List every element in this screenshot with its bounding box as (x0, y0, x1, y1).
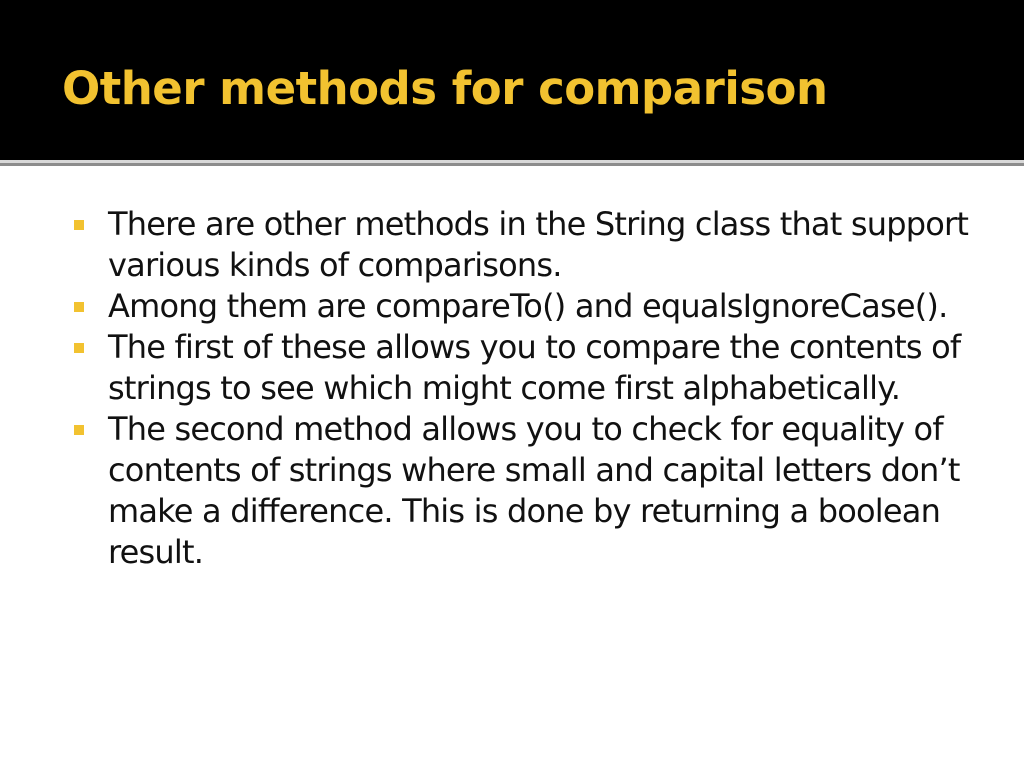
bullet-item (70, 409, 990, 573)
square-bullet-icon (74, 425, 84, 435)
square-bullet-icon (74, 302, 84, 312)
bullet-text: The first of these allows you to compare the contents of strings to see which might come first alphabetically. (108, 328, 961, 407)
slide-title: Other methods for comparison (62, 62, 828, 115)
square-bullet-icon (74, 343, 84, 353)
bullet-item (70, 286, 990, 327)
divider-line-dark (0, 163, 1024, 166)
title-bar (0, 0, 1024, 160)
bullet-text: Among them are compareTo() and equalsIgnoreCase(). (108, 287, 948, 325)
bullet-item (70, 204, 990, 286)
bullet-item (70, 327, 990, 409)
bullet-text: The second method allows you to check for equality of contents of strings where small and capital letters don’t make a difference. This is done by returning a boolean result. (108, 410, 960, 571)
square-bullet-icon (74, 220, 84, 230)
bullet-list (70, 204, 990, 573)
bullet-text: There are other methods in the String class that support various kinds of comparisons. (108, 205, 969, 284)
